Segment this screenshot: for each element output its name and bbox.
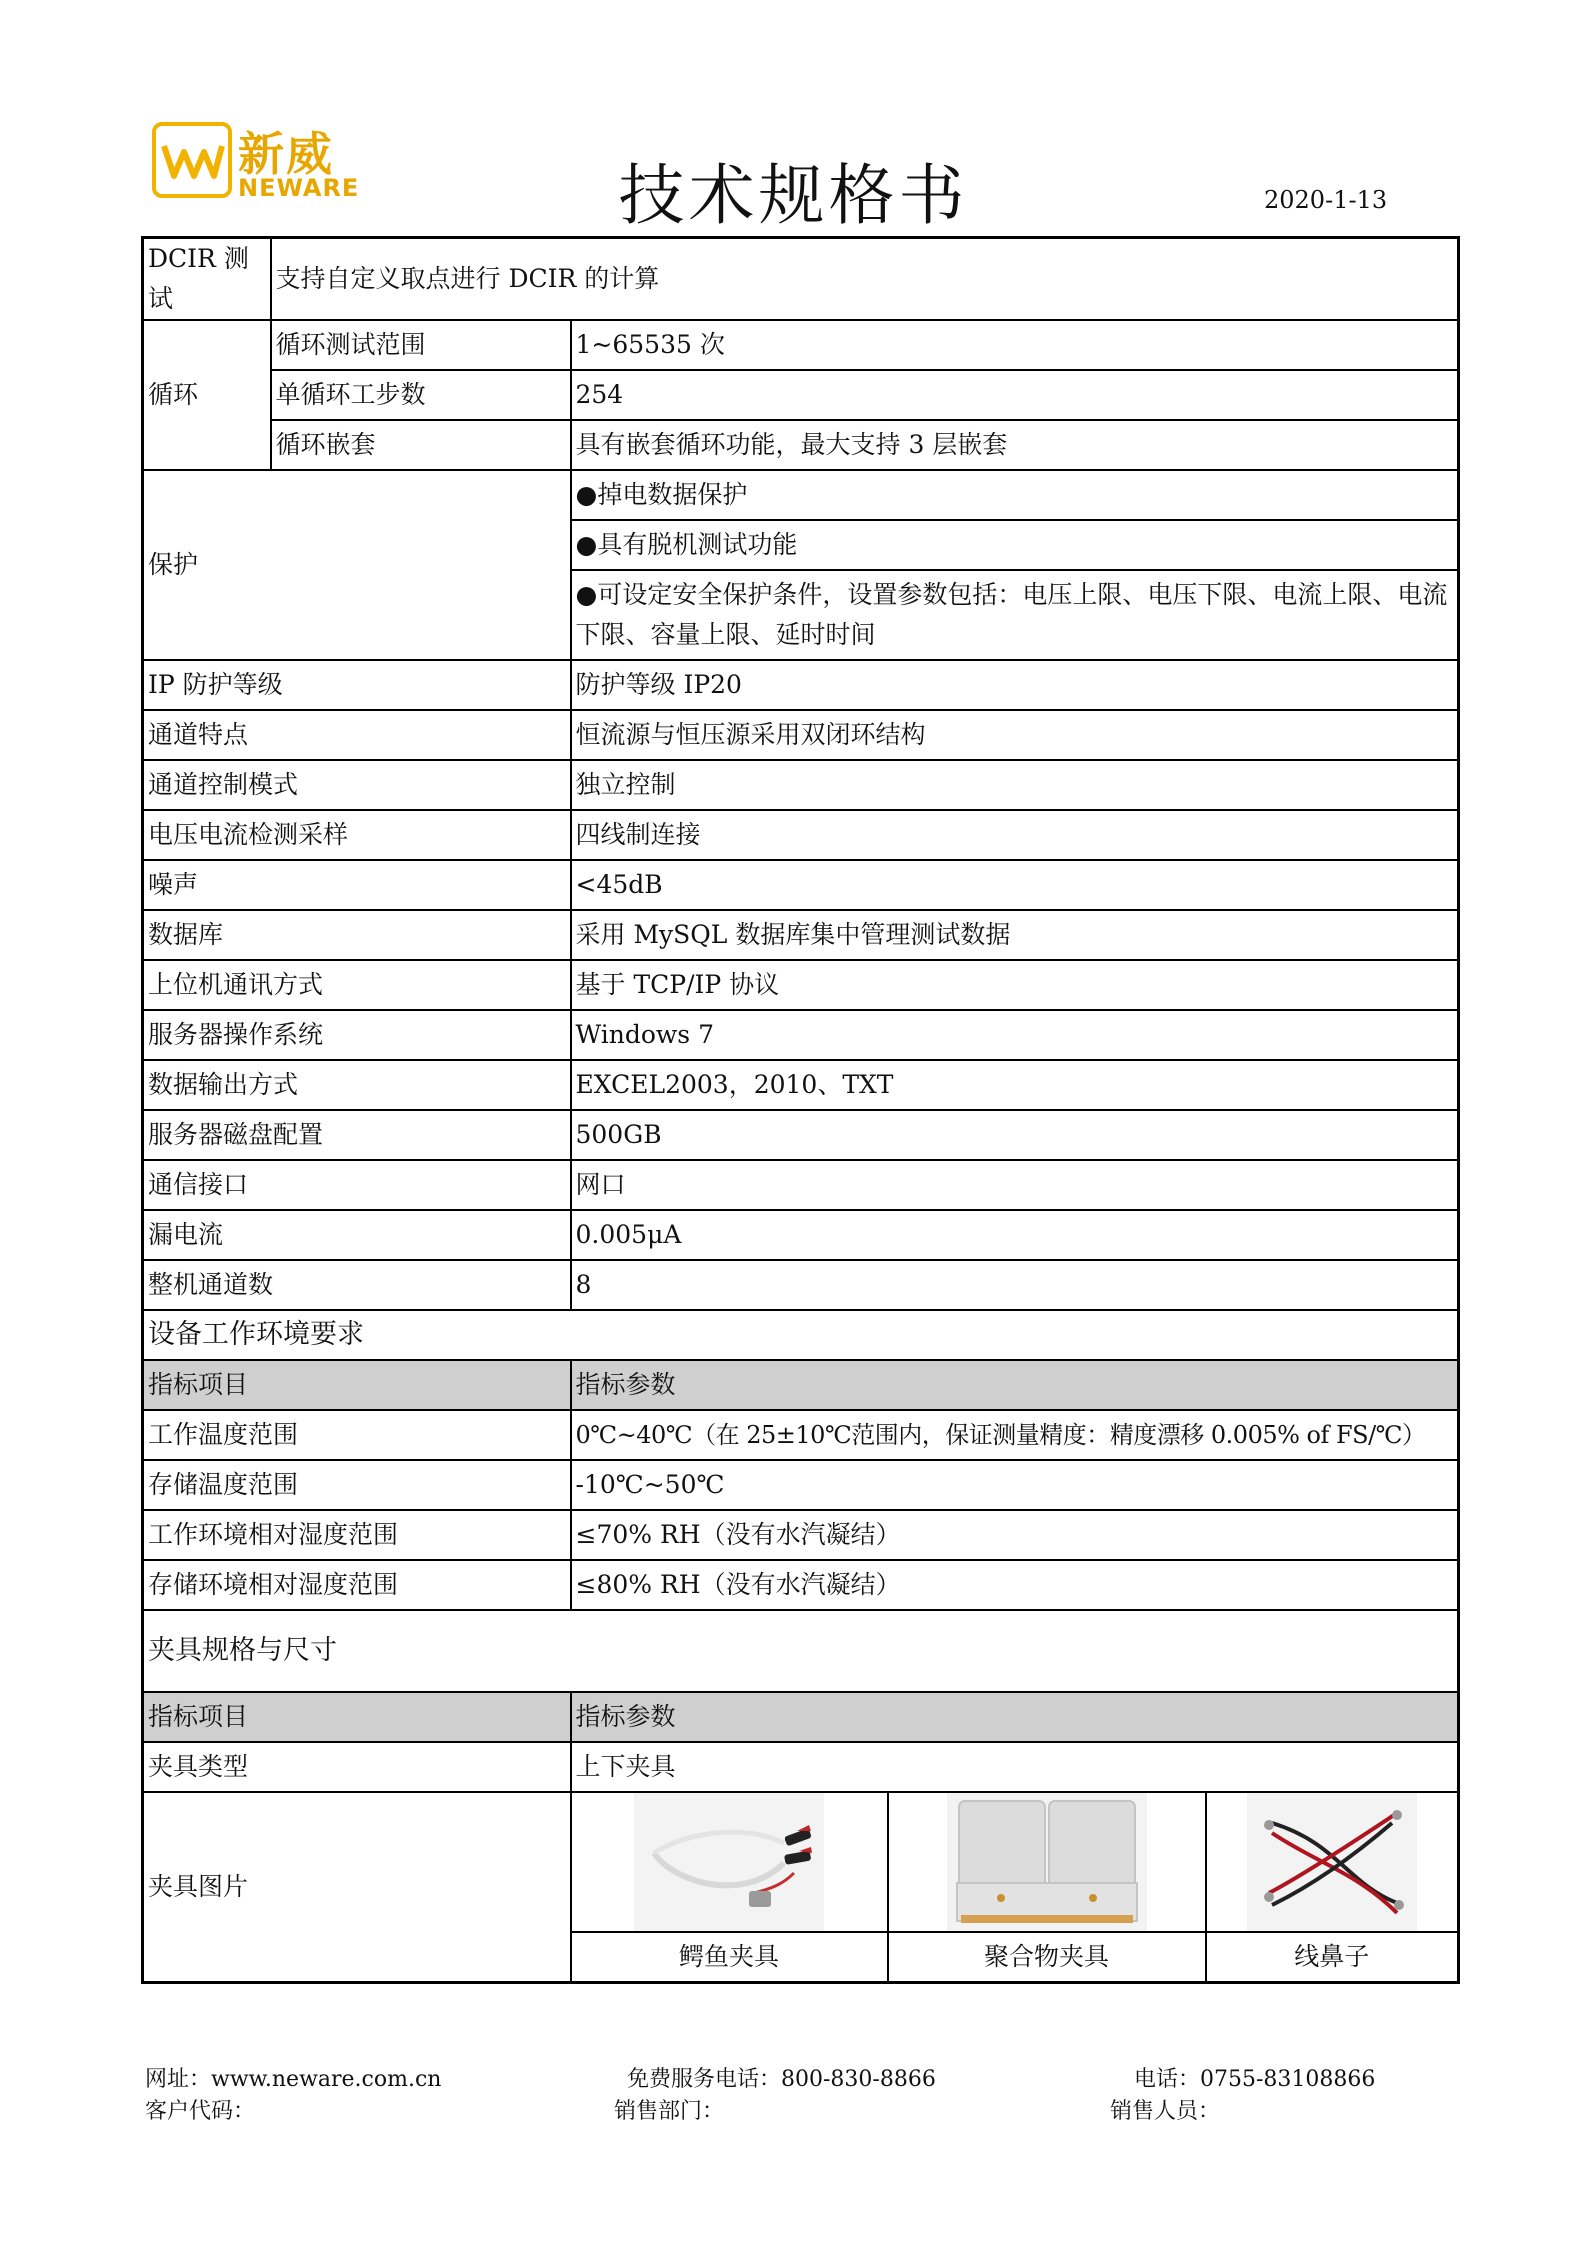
table-row bbox=[143, 1742, 1459, 1792]
spec-table bbox=[141, 236, 1460, 1984]
spec-value: 0.005μA bbox=[571, 1210, 1459, 1260]
environment-value: 0℃~40℃（在 25±10℃范围内，保证测量精度：精度漂移 0.005% of FS/℃） bbox=[571, 1410, 1459, 1460]
protection-item: ●可设定安全保护条件，设置参数包括：电压上限、电压下限、电流上限、电流下限、容量上限、延时时间 bbox=[571, 570, 1459, 660]
fixture-caption: 鳄鱼夹具 bbox=[571, 1932, 888, 1983]
table-row bbox=[143, 320, 1459, 370]
table-row bbox=[143, 1310, 1459, 1360]
table-row bbox=[143, 1410, 1459, 1460]
table-row bbox=[143, 660, 1459, 710]
cycle-value: 254 bbox=[571, 370, 1459, 420]
table-row bbox=[143, 1560, 1459, 1610]
table-row bbox=[143, 1792, 1459, 1932]
cycle-item: 循环嵌套 bbox=[271, 420, 571, 470]
spec-value: 8 bbox=[571, 1260, 1459, 1310]
spec-label: 服务器磁盘配置 bbox=[143, 1110, 571, 1160]
spec-label: IP 防护等级 bbox=[143, 660, 571, 710]
spec-value: 防护等级 IP20 bbox=[571, 660, 1459, 710]
spec-value: 四线制连接 bbox=[571, 810, 1459, 860]
table-row bbox=[143, 238, 1459, 321]
spec-label: 漏电流 bbox=[143, 1210, 571, 1260]
spec-label: 噪声 bbox=[143, 860, 571, 910]
table-row bbox=[143, 470, 1459, 520]
table-row bbox=[143, 1360, 1459, 1410]
spec-label: 数据库 bbox=[143, 910, 571, 960]
alligator-clip-image bbox=[634, 1793, 824, 1931]
table-row bbox=[143, 1160, 1459, 1210]
cycle-item: 循环测试范围 bbox=[271, 320, 571, 370]
spec-label: 通道控制模式 bbox=[143, 760, 571, 810]
environment-value: ≤70% RH（没有水汽凝结） bbox=[571, 1510, 1459, 1560]
table-row bbox=[143, 860, 1459, 910]
spec-value: 恒流源与恒压源采用双闭环结构 bbox=[571, 710, 1459, 760]
dcir-value: 支持自定义取点进行 DCIR 的计算 bbox=[271, 238, 1459, 321]
environment-section-title: 设备工作环境要求 bbox=[143, 1310, 1459, 1360]
spec-value: 独立控制 bbox=[571, 760, 1459, 810]
protection-label: 保护 bbox=[143, 470, 571, 660]
fixture-head-item: 指标项目 bbox=[143, 1692, 571, 1742]
environment-value: -10℃~50℃ bbox=[571, 1460, 1459, 1510]
spec-label: 上位机通讯方式 bbox=[143, 960, 571, 1010]
table-row bbox=[143, 810, 1459, 860]
footer-hotline: 免费服务电话：800-830-8866 bbox=[627, 2067, 936, 2092]
spec-value: 500GB bbox=[571, 1110, 1459, 1160]
environment-label: 工作环境相对湿度范围 bbox=[143, 1510, 571, 1560]
spec-value: 采用 MySQL 数据库集中管理测试数据 bbox=[571, 910, 1459, 960]
spec-value: 基于 TCP/IP 协议 bbox=[571, 960, 1459, 1010]
spec-value: Windows 7 bbox=[571, 1010, 1459, 1060]
spec-label: 电压电流检测采样 bbox=[143, 810, 571, 860]
table-row bbox=[143, 710, 1459, 760]
logo-text-en: NEWARE bbox=[238, 174, 360, 202]
cable-lug-image bbox=[1247, 1793, 1417, 1931]
fixture-image-label: 夹具图片 bbox=[143, 1792, 571, 1983]
table-row bbox=[143, 1260, 1459, 1310]
footer-sales-dept: 销售部门： bbox=[614, 2099, 725, 2124]
cycle-label: 循环 bbox=[143, 320, 271, 470]
table-row bbox=[143, 1460, 1459, 1510]
table-row bbox=[143, 760, 1459, 810]
logo-text-cn: 新威 bbox=[238, 127, 334, 181]
spec-label: 整机通道数 bbox=[143, 1260, 571, 1310]
cycle-value: 具有嵌套循环功能，最大支持 3 层嵌套 bbox=[571, 420, 1459, 470]
environment-head-item: 指标项目 bbox=[143, 1360, 571, 1410]
document-date: 2020-1-13 bbox=[1264, 186, 1388, 214]
spec-label: 通道特点 bbox=[143, 710, 571, 760]
fixture-type-label: 夹具类型 bbox=[143, 1742, 571, 1792]
table-row bbox=[143, 1610, 1459, 1692]
table-row bbox=[143, 420, 1459, 470]
polymer-fixture-image bbox=[947, 1793, 1147, 1931]
footer-website: 网址：www.neware.com.cn bbox=[145, 2067, 442, 2092]
spec-label: 数据输出方式 bbox=[143, 1060, 571, 1110]
environment-label: 存储环境相对湿度范围 bbox=[143, 1560, 571, 1610]
spec-label: 服务器操作系统 bbox=[143, 1010, 571, 1060]
table-row bbox=[143, 910, 1459, 960]
protection-item: ●掉电数据保护 bbox=[571, 470, 1459, 520]
page-title: 技术规格书 bbox=[618, 157, 969, 234]
environment-label: 工作温度范围 bbox=[143, 1410, 571, 1460]
table-row bbox=[143, 1510, 1459, 1560]
environment-label: 存储温度范围 bbox=[143, 1460, 571, 1510]
fixture-section-title: 夹具规格与尺寸 bbox=[143, 1610, 1459, 1692]
table-row bbox=[143, 1210, 1459, 1260]
fixture-image-cell bbox=[1206, 1792, 1459, 1932]
environment-value: ≤80% RH（没有水汽凝结） bbox=[571, 1560, 1459, 1610]
environment-head-param: 指标参数 bbox=[571, 1360, 1459, 1410]
table-row bbox=[143, 1060, 1459, 1110]
fixture-image-cell bbox=[571, 1792, 888, 1932]
table-row bbox=[143, 1692, 1459, 1742]
fixture-image-cell bbox=[888, 1792, 1206, 1932]
fixture-caption: 聚合物夹具 bbox=[888, 1932, 1206, 1983]
fixture-head-param: 指标参数 bbox=[571, 1692, 1459, 1742]
spec-value: EXCEL2003，2010、TXT bbox=[571, 1060, 1459, 1110]
spec-value: <45dB bbox=[571, 860, 1459, 910]
footer-customer-code: 客户代码： bbox=[145, 2099, 256, 2124]
fixture-caption: 线鼻子 bbox=[1206, 1932, 1459, 1983]
table-row bbox=[143, 370, 1459, 420]
cycle-value: 1~65535 次 bbox=[571, 320, 1459, 370]
table-row bbox=[143, 960, 1459, 1010]
footer-phone: 电话：0755-83108866 bbox=[1134, 2067, 1376, 2092]
dcir-label: DCIR 测试 bbox=[143, 238, 271, 321]
table-row bbox=[143, 1110, 1459, 1160]
fixture-type-value: 上下夹具 bbox=[571, 1742, 1459, 1792]
protection-item: ●具有脱机测试功能 bbox=[571, 520, 1459, 570]
cycle-item: 单循环工步数 bbox=[271, 370, 571, 420]
spec-value: 网口 bbox=[571, 1160, 1459, 1210]
table-row bbox=[143, 1010, 1459, 1060]
spec-label: 通信接口 bbox=[143, 1160, 571, 1210]
footer-salesperson: 销售人员： bbox=[1110, 2099, 1221, 2124]
